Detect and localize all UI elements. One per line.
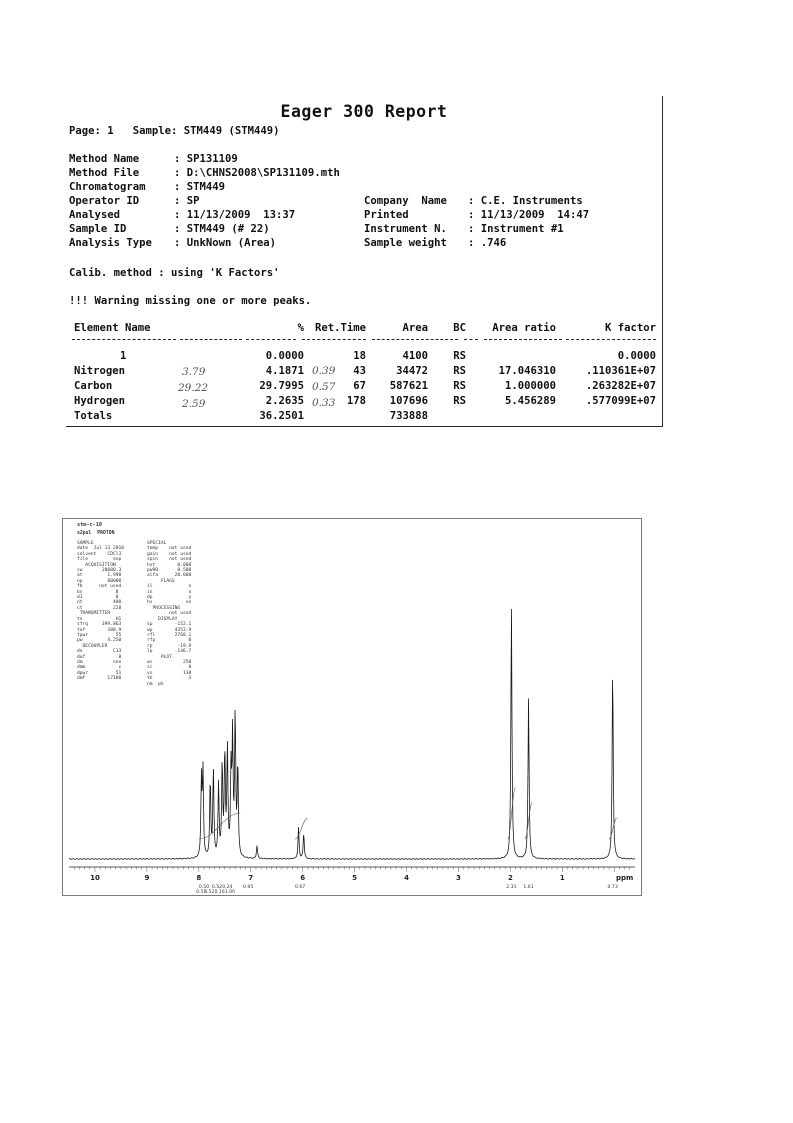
table-cell: Nitrogen bbox=[74, 365, 126, 377]
spectrum-id: stm-c-18 bbox=[77, 522, 102, 528]
integral-curve bbox=[508, 787, 516, 839]
field-label: Sample ID bbox=[69, 223, 127, 235]
field-value: : STM449 bbox=[174, 181, 226, 193]
integral-curve bbox=[295, 818, 308, 839]
integral-value: 0.95 bbox=[243, 885, 254, 890]
integral-value: 1.61 bbox=[523, 885, 534, 890]
axis-tick-label: 6 bbox=[300, 874, 306, 882]
field-label: Company Name bbox=[364, 195, 447, 207]
integral-curve bbox=[609, 818, 617, 839]
table-rule bbox=[372, 339, 458, 340]
table-cell: 107696 bbox=[389, 395, 428, 407]
table-cell: 2.2635 bbox=[265, 395, 304, 407]
field-label: Sample weight bbox=[364, 237, 447, 249]
nmr-spectrum bbox=[62, 518, 642, 896]
calib-method: Calib. method : using 'K Factors' bbox=[69, 267, 280, 279]
table-cell: 5.456289 bbox=[504, 395, 556, 407]
acquisition-params: SAMPLE date Jul 13 2010 solvent CDCl3 file exp ACQUISITION sw 20080.3 at 1.998 np 80000 fb not used bs 8 d1 0 nt 400 ct 228 TRANSMITTER tn H1 sfrq 399.863 tof 388.9 tpwr 55 pw 4.250 DECOUPLER dn C13 dof 0 dm nnn dmm c dpwr 51 dmf 17100 bbox=[77, 541, 125, 682]
table-rule bbox=[566, 339, 656, 340]
spectrum-plot bbox=[63, 519, 641, 895]
table-cell: 0.0000 bbox=[617, 350, 656, 362]
table-header: K factor bbox=[604, 322, 656, 334]
table-cell: RS bbox=[453, 380, 466, 392]
elemental-analysis-report bbox=[66, 96, 663, 427]
table-cell: 29.7995 bbox=[259, 380, 304, 392]
table-cell: 18 bbox=[353, 350, 366, 362]
handwritten-hydrogen-calc: 2.59 bbox=[182, 398, 206, 410]
handwritten-nitrogen-diff: 0.39 bbox=[312, 365, 336, 377]
integral-value: 0.73 bbox=[607, 885, 618, 890]
table-cell: .577099E+07 bbox=[585, 395, 656, 407]
field-value: : .746 bbox=[468, 237, 507, 249]
handwritten-nitrogen-calc: 3.79 bbox=[182, 366, 206, 378]
field-label: Method File bbox=[69, 167, 140, 179]
table-header: BC bbox=[453, 322, 466, 334]
table-rule bbox=[180, 339, 242, 340]
axis-tick-label: 4 bbox=[404, 874, 409, 882]
field-value: : SP131109 bbox=[174, 153, 238, 165]
spectrum-trace bbox=[69, 609, 635, 859]
field-value: : 11/13/2009 13:37 bbox=[174, 209, 296, 221]
axis-tick-label: 8 bbox=[196, 874, 202, 882]
table-header: Ret.Time bbox=[314, 322, 366, 334]
table-cell: 178 bbox=[346, 395, 366, 407]
axis-tick-label: 9 bbox=[144, 874, 150, 882]
table-header: Element Name bbox=[74, 322, 151, 334]
report-title: Eager 300 Report bbox=[280, 102, 448, 121]
field-value: : C.E. Instruments bbox=[468, 195, 583, 207]
axis-tick-label: 1 bbox=[559, 874, 565, 882]
table-cell: 36.2501 bbox=[259, 410, 304, 422]
table-cell: Totals bbox=[74, 410, 113, 422]
field-value: : D:\CHNS2008\SP131109.mth bbox=[174, 167, 340, 179]
axis-tick-label: ppm bbox=[615, 874, 634, 882]
table-cell: Carbon bbox=[74, 380, 113, 392]
field-value: : Instrument #1 bbox=[468, 223, 564, 235]
page-sample-line: Page: 1 Sample: STM449 (STM449) bbox=[69, 125, 280, 137]
pulse-sequence: s2pul PROTON bbox=[77, 531, 115, 536]
integral-value: 0.50 bbox=[198, 885, 210, 890]
table-cell: 587621 bbox=[389, 380, 428, 392]
field-label: Chromatogram bbox=[69, 181, 146, 193]
table-rule bbox=[464, 339, 478, 340]
integral-value-sub: 0.51 bbox=[196, 890, 207, 895]
integral-value-sub: 0.52 bbox=[204, 890, 215, 895]
table-rule bbox=[484, 339, 562, 340]
table-cell: 0.0000 bbox=[265, 350, 304, 362]
handwritten-hydrogen-diff: 0.33 bbox=[312, 397, 336, 409]
integral-value-sub: 0.16 bbox=[214, 890, 225, 895]
table-rule bbox=[246, 339, 296, 340]
integral-value-sub: 1.00 bbox=[224, 890, 236, 895]
integral-value: 0.24 bbox=[222, 885, 233, 890]
field-value: : STM449 (# 22) bbox=[174, 223, 270, 235]
field-label: Instrument N. bbox=[364, 223, 447, 235]
handwritten-carbon-diff: 0.57 bbox=[312, 381, 336, 393]
table-rule bbox=[72, 339, 176, 340]
field-value: : SP bbox=[174, 195, 200, 207]
integral-value: 2.31 bbox=[506, 885, 517, 890]
table-header: % bbox=[297, 322, 304, 334]
field-value: : UnkNown (Area) bbox=[174, 237, 277, 249]
axis-tick-label: 7 bbox=[248, 874, 254, 882]
field-label: Method Name bbox=[69, 153, 140, 165]
table-cell: 67 bbox=[353, 380, 366, 392]
axis-tick-label: 2 bbox=[507, 874, 513, 882]
axis-tick-label: 3 bbox=[456, 874, 461, 882]
table-cell: 1 bbox=[120, 350, 127, 362]
table-header: Area ratio bbox=[492, 322, 556, 334]
table-cell: 4.1871 bbox=[265, 365, 304, 377]
field-label: Printed bbox=[364, 209, 409, 221]
integral-curve bbox=[525, 803, 532, 839]
table-cell: RS bbox=[453, 365, 466, 377]
table-cell: RS bbox=[453, 350, 466, 362]
axis-tick-label: 10 bbox=[90, 874, 100, 882]
table-cell: 43 bbox=[353, 365, 366, 377]
table-cell: .263282E+07 bbox=[585, 380, 656, 392]
table-cell: Hydrogen bbox=[74, 395, 126, 407]
table-cell: 17.046310 bbox=[498, 365, 556, 377]
handwritten-carbon-calc: 29.22 bbox=[178, 382, 209, 394]
field-label: Analysis Type bbox=[69, 237, 152, 249]
field-label: Analysed bbox=[69, 209, 121, 221]
table-cell: RS bbox=[453, 395, 466, 407]
field-value: : 11/13/2009 14:47 bbox=[468, 209, 590, 221]
table-cell: 733888 bbox=[389, 410, 428, 422]
field-label: Operator ID bbox=[69, 195, 140, 207]
warning-text: !!! Warning missing one or more peaks. bbox=[69, 295, 312, 307]
axis-tick-label: 5 bbox=[352, 874, 358, 882]
table-cell: 4100 bbox=[402, 350, 428, 362]
display-params: SPECIAL temp not used gain not used spin not used hst 0.008 pw90 8.500 alfa 20.000 FLAGS il n in n dp y hs nn PROCESSING not used DISPLAY sp -152.1 wp 4353.9 rfl 2768.1 rfp 0 rp -19.9 lp -146.7 PLOT wc 250 sc 0 vs 138 th 3 nm ph bbox=[147, 541, 192, 687]
integral-value: 0.67 bbox=[294, 885, 306, 890]
table-cell: 34472 bbox=[396, 365, 428, 377]
table-cell: .110361E+07 bbox=[585, 365, 656, 377]
table-rule bbox=[302, 339, 366, 340]
table-cell: 1.000000 bbox=[504, 380, 556, 392]
table-header: Area bbox=[402, 322, 428, 334]
integral-value: 0.52 bbox=[211, 885, 223, 890]
